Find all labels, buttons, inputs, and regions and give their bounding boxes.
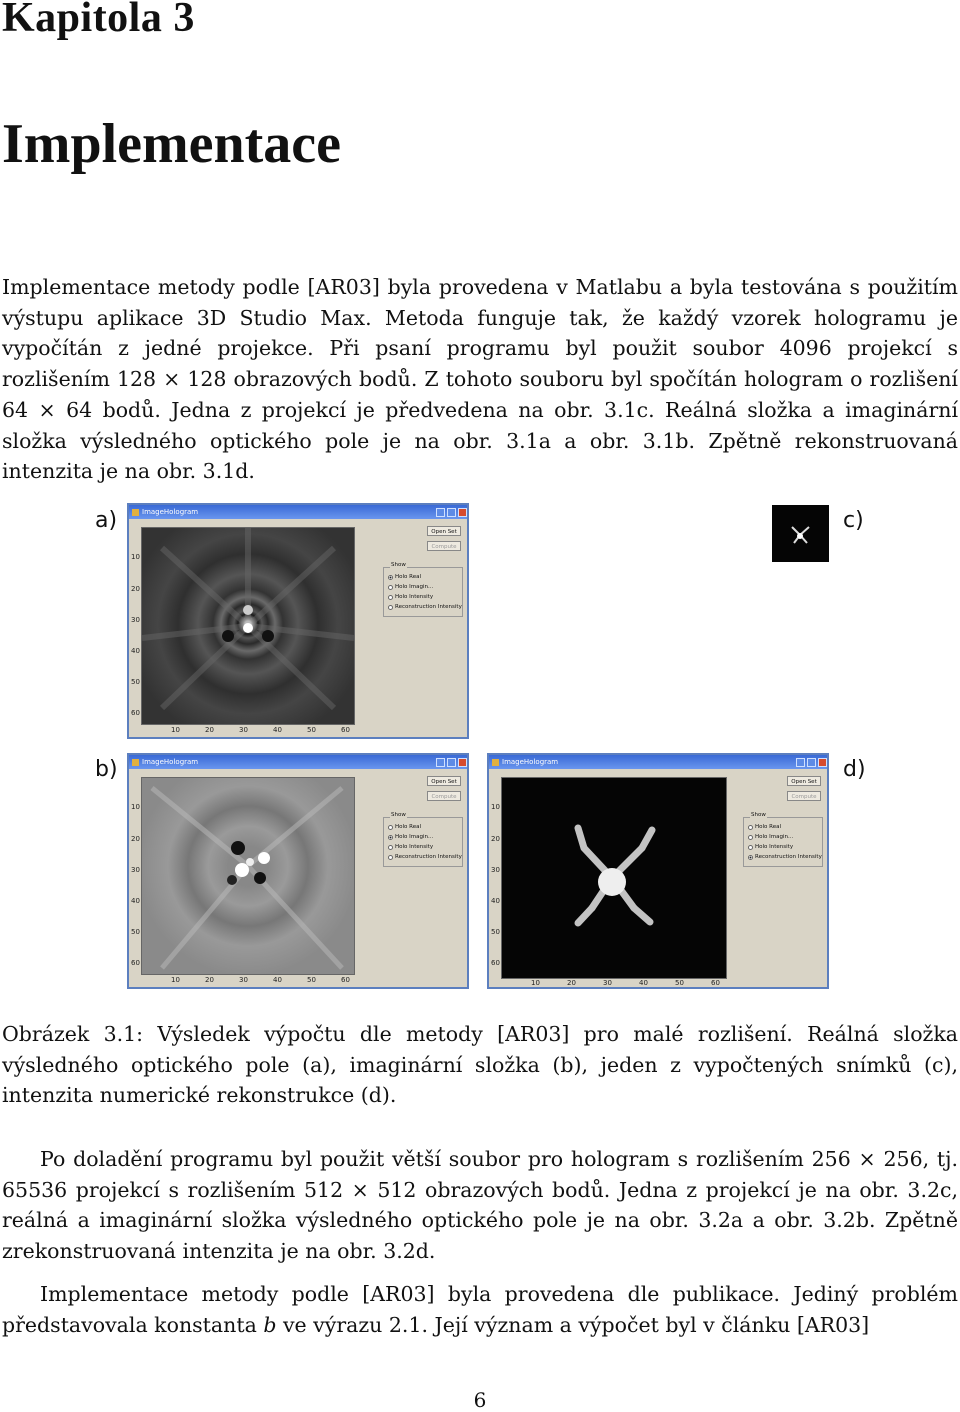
figure-caption-text: Obrázek 3.1: Výsledek výpočtu dle metody [AR03] pro malé rozlišení. Reálná složka výsledného optického pole (a), imaginární složka (b), jeden z vypočtených snímků (c), intenzita numerické rekonstrukce (d). <box>2 1022 958 1108</box>
y-tick: 30 <box>491 866 500 874</box>
radio-holo-real[interactable] <box>388 574 421 580</box>
x-tick: 50 <box>675 979 684 987</box>
window-b-title: ImageHologram <box>142 758 199 766</box>
radio-reconstruction-intensity[interactable] <box>388 604 462 610</box>
radio-icon <box>388 605 393 610</box>
chapter-title: Implementace <box>2 113 342 175</box>
matlab-icon <box>132 509 139 516</box>
show-group <box>743 812 823 867</box>
close-icon[interactable] <box>818 758 827 767</box>
x-tick: 60 <box>341 976 350 984</box>
radio-holo-imagin[interactable] <box>748 834 793 840</box>
x-tick: 20 <box>567 979 576 987</box>
radio-holo-real[interactable] <box>748 824 781 830</box>
minimize-icon[interactable] <box>796 758 805 767</box>
x-tick: 30 <box>603 979 612 987</box>
radio-label: Holo Real <box>395 574 421 580</box>
figure-label-b: b) <box>95 757 118 782</box>
x-tick: 10 <box>531 979 540 987</box>
x-tick: 40 <box>273 726 282 734</box>
y-tick: 30 <box>131 616 140 624</box>
window-b-titlebar <box>129 755 467 769</box>
y-tick: 60 <box>131 959 140 967</box>
y-tick: 10 <box>131 803 140 811</box>
paragraph-3-part-2: ve výrazu 2.1. Její význam a výpočet byl v článku [AR03] <box>276 1312 870 1337</box>
radio-label: Holo Intensity <box>755 844 794 850</box>
figure-caption <box>2 1019 958 1111</box>
radio-label: Holo Intensity <box>395 844 434 850</box>
radio-holo-intensity[interactable] <box>388 844 433 850</box>
holo-real-plot <box>141 527 355 725</box>
minimize-icon[interactable] <box>436 758 445 767</box>
x-tick: 20 <box>205 726 214 734</box>
y-tick: 50 <box>131 678 140 686</box>
x-tick: 40 <box>639 979 648 987</box>
radio-holo-imagin[interactable] <box>388 584 433 590</box>
open-set-button[interactable]: Open Set <box>787 776 821 786</box>
hologram-window-b <box>127 753 469 989</box>
radio-icon <box>388 585 393 590</box>
chapter-label: Kapitola 3 <box>2 0 195 41</box>
radio-holo-intensity[interactable] <box>388 594 433 600</box>
x-tick: 50 <box>307 976 316 984</box>
x-tick: 40 <box>273 976 282 984</box>
y-tick: 50 <box>131 928 140 936</box>
radio-label: Holo Imagin... <box>395 584 434 590</box>
radio-label: Holo Imagin... <box>755 834 794 840</box>
radio-icon <box>748 835 753 840</box>
radio-icon <box>388 595 393 600</box>
radio-icon <box>748 845 753 850</box>
radio-icon <box>388 825 393 830</box>
radio-icon <box>388 845 393 850</box>
x-tick: 30 <box>239 976 248 984</box>
hologram-window-a <box>127 503 469 739</box>
paragraph-1-text: Implementace metody podle [AR03] byla provedena v Matlabu a byla testována s použitím výstupu aplikace 3D Studio Max. Metoda funguje tak, že každý vzorek hologramu je vypočítán z jedné projekce. Při psaní programu byl použit soubor 4096 projekcí s rozlišením 128 × 128 obrazových bodů. Z tohoto souboru byl spočítán hologram o rozlišení 64 × 64 bodů. Jedna z projekcí je předvedena na obr. 3.1c. Reálná složka a imaginární složka výsledného optického pole je na obr. 3.1a a obr. 3.1b. Zpětně rekonstruovaná intenzita je na obr. 3.1d. <box>2 275 958 484</box>
radio-label: Reconstruction Intensity <box>395 854 462 860</box>
paragraph-1 <box>2 272 958 487</box>
reconstruction-plot <box>501 777 727 979</box>
radio-label: Reconstruction Intensity <box>395 604 462 610</box>
show-legend: Show <box>391 562 406 568</box>
open-set-button[interactable]: Open Set <box>427 526 461 536</box>
y-tick: 40 <box>131 647 140 655</box>
radio-label: Holo Imagin... <box>395 834 434 840</box>
open-set-button[interactable]: Open Set <box>427 776 461 786</box>
radio-label: Reconstruction Intensity <box>755 854 822 860</box>
y-tick: 20 <box>131 835 140 843</box>
radio-holo-intensity[interactable] <box>748 844 793 850</box>
paragraph-3-text <box>2 1279 958 1340</box>
paragraph-3-part-1: Implementace metody podle [AR03] byla provedena dle publikace. Jediný problém představovala konstanta <box>2 1282 958 1337</box>
radio-icon <box>748 825 753 830</box>
radio-icon <box>388 575 393 580</box>
window-d-titlebar <box>489 755 827 769</box>
x-tick: 50 <box>307 726 316 734</box>
y-tick: 50 <box>491 928 500 936</box>
y-tick: 40 <box>131 897 140 905</box>
math-variable-b: b <box>263 1312 277 1337</box>
show-legend: Show <box>751 812 766 818</box>
radio-label: Holo Real <box>395 824 421 830</box>
radio-reconstruction-intensity[interactable] <box>748 854 822 860</box>
holo-real-pattern <box>142 528 354 724</box>
window-d-title: ImageHologram <box>502 758 559 766</box>
radio-holo-imagin[interactable] <box>388 834 433 840</box>
maximize-icon[interactable] <box>447 508 456 517</box>
radio-reconstruction-intensity[interactable] <box>388 854 462 860</box>
radio-icon <box>388 835 393 840</box>
holo-imagin-plot <box>141 777 355 975</box>
y-tick: 40 <box>491 897 500 905</box>
y-tick: 60 <box>491 959 500 967</box>
x-tick: 10 <box>171 976 180 984</box>
hologram-window-d <box>487 753 829 989</box>
paragraph-3 <box>2 1279 958 1340</box>
y-tick: 20 <box>491 835 500 843</box>
x-tick: 60 <box>341 726 350 734</box>
figure-label-a: a) <box>95 508 118 533</box>
paragraph-2-text: Po doladění programu byl použit větší soubor pro hologram s rozlišením 256 × 256, tj. 65536 projekcí s rozlišením 512 × 512 obrazových bodů. Jedna z projekcí je na obr. 3.2c, reálná a imaginární složka výsledného optického pole je na obr. 3.2a a obr. 3.2b. Zpětně zrekonstruovaná intenzita je na obr. 3.2d. <box>2 1147 958 1264</box>
window-a-title: ImageHologram <box>142 508 199 516</box>
paragraph-2 <box>2 1144 958 1267</box>
y-tick: 30 <box>131 866 140 874</box>
figure-label-d: d) <box>843 757 866 782</box>
radio-holo-real[interactable] <box>388 824 421 830</box>
close-icon[interactable] <box>458 758 467 767</box>
matlab-icon <box>132 759 139 766</box>
y-tick: 10 <box>131 553 140 561</box>
radio-label: Holo Real <box>755 824 781 830</box>
radio-icon <box>748 855 753 860</box>
compute-button[interactable]: Compute <box>427 791 461 801</box>
window-a-titlebar <box>129 505 467 519</box>
radio-label: Holo Intensity <box>395 594 434 600</box>
y-tick: 60 <box>131 709 140 717</box>
matlab-icon <box>492 759 499 766</box>
maximize-icon[interactable] <box>807 758 816 767</box>
projection-shape <box>772 505 829 562</box>
show-group <box>383 562 463 617</box>
holo-imagin-pattern <box>142 778 354 974</box>
compute-button[interactable]: Compute <box>427 541 461 551</box>
y-tick: 20 <box>131 585 140 593</box>
x-tick: 10 <box>171 726 180 734</box>
maximize-icon[interactable] <box>447 758 456 767</box>
reconstruction-shape <box>502 778 726 978</box>
radio-icon <box>388 855 393 860</box>
close-icon[interactable] <box>458 508 467 517</box>
minimize-icon[interactable] <box>436 508 445 517</box>
figure-label-c: c) <box>843 508 864 533</box>
x-tick: 30 <box>239 726 248 734</box>
show-group <box>383 812 463 867</box>
projection-image-c <box>772 505 829 562</box>
page-number: 6 <box>473 1388 487 1412</box>
x-tick: 20 <box>205 976 214 984</box>
x-tick: 60 <box>711 979 720 987</box>
show-legend: Show <box>391 812 406 818</box>
y-tick: 10 <box>491 803 500 811</box>
compute-button[interactable]: Compute <box>787 791 821 801</box>
